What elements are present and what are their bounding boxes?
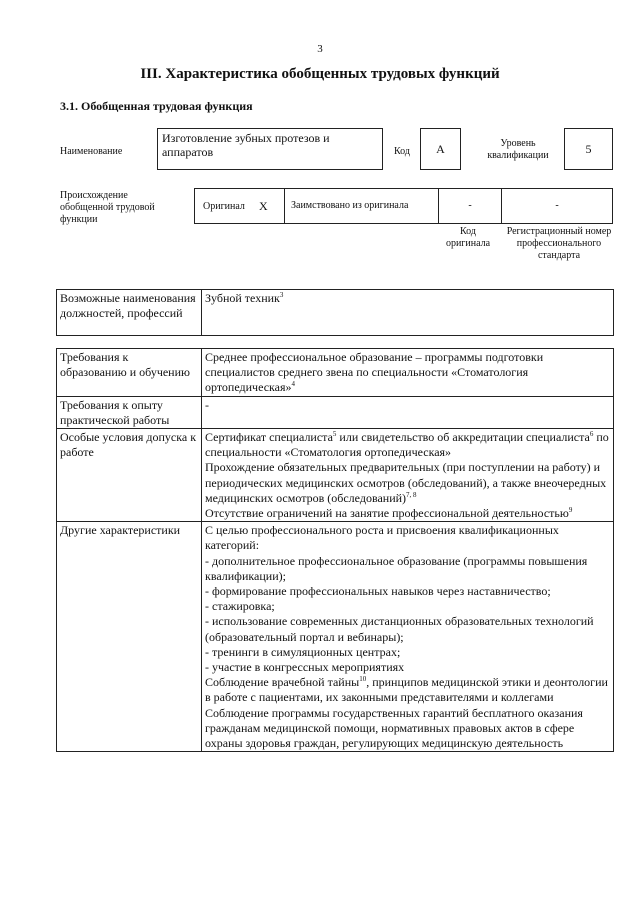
other-secrecy <box>205 675 610 705</box>
condition-text: Отсутствие ограничений на занятие профессиональной деятельностью <box>205 506 569 521</box>
education-cell <box>202 349 614 397</box>
condition-medical <box>205 460 610 506</box>
list-item: - формирование профессиональных навыков через наставничество; <box>205 584 551 599</box>
other-intro: С целью профессионального роста и присвоения квалификационных категорий: <box>205 523 559 553</box>
section-title: III. Характеристика обобщенных трудовых функций <box>140 66 500 82</box>
footnote-ref: 5 <box>332 430 337 439</box>
list-item: - дополнительное профессиональное образование (программы повышения квалификации); <box>205 553 588 583</box>
table-row <box>57 522 614 752</box>
footnote-ref: 4 <box>291 380 296 389</box>
conditions-label: Особые условия допуска к работе <box>57 429 202 522</box>
name-value: Изготовление зубных протезов и аппаратов <box>162 131 330 159</box>
list-item: - использование современных дистанционных образовательных технологий (образовательный портал и вебинары); <box>205 614 594 644</box>
education-label: Требования к образованию и обучению <box>57 349 202 397</box>
list-item: - стажировка; <box>205 599 275 614</box>
list-item: - участие в конгрессных мероприятиях <box>205 660 405 675</box>
positions-value: Зубной техник <box>205 291 280 305</box>
positions-table <box>56 289 614 336</box>
original-mark: X <box>259 199 268 213</box>
name-label: Наименование <box>60 146 123 157</box>
footnote-ref: 3 <box>279 291 284 299</box>
condition-restrictions <box>205 506 610 521</box>
requirements-table <box>56 348 614 752</box>
code-label: Код <box>394 146 410 157</box>
condition-text: или свидетельство об аккредитации специалиста <box>336 430 590 445</box>
positions-value-cell <box>202 290 614 336</box>
level-value-box <box>564 128 613 170</box>
other-guarantees: Соблюдение программы государственных гарантий бесплатного оказания гражданам медицинской помощи, нормативных правовых актов в сфере охраны здоровья граждан, регулирующих медицинскую деятельность <box>205 705 583 751</box>
original-label: Оригинал <box>203 201 245 212</box>
condition-text: по специальности «Стоматология ортопедическая» <box>205 430 609 460</box>
level-label: Уровень квалификации <box>487 138 549 161</box>
code-value-box <box>420 128 461 170</box>
list-item: - тренинги в симуляционных центрах; <box>205 644 401 659</box>
name-value-box <box>157 128 383 170</box>
origin-label: Происхождение обобщенной трудовой функции <box>60 190 155 225</box>
code-orig-value: - <box>468 200 472 211</box>
page-number: 3 <box>317 43 323 55</box>
reg-num-value: - <box>555 200 559 211</box>
code-orig-caption: Код оригинала <box>445 226 491 249</box>
divider <box>284 189 285 223</box>
borrowed-label: Заимствовано из оригинала <box>291 200 409 211</box>
experience-label: Требования к опыту практической работы <box>57 396 202 428</box>
other-text: , принципов медицинской этики и деонтологии в работе с пациентами, их законными представителями и коллегами <box>205 675 608 705</box>
level-value: 5 <box>585 142 592 156</box>
table-row <box>57 429 614 522</box>
footnote-ref: 9 <box>568 506 573 515</box>
other-cell <box>202 522 614 752</box>
conditions-cell <box>202 429 614 522</box>
condition-text: Сертификат специалиста <box>205 430 333 445</box>
education-text: Среднее профессиональное образование – программы подготовки специалистов среднего звена по специальности «Стоматология ортопедическая» <box>205 350 544 395</box>
experience-text: - <box>202 396 614 428</box>
table-row <box>57 290 614 336</box>
footnote-ref: 6 <box>589 430 594 439</box>
reg-num-caption: Регистрационный номер профессионального стандарта <box>506 226 612 261</box>
code-value: А <box>436 142 445 156</box>
condition-text: Прохождение обязательных предварительных (при поступлении на работу) и периодических медицинских осмотров (обследований), а также внеочередных медицинских осмотров (обследований) <box>205 460 607 505</box>
table-row <box>57 396 614 428</box>
footnote-ref: 10 <box>359 675 367 684</box>
table-row <box>57 349 614 397</box>
subsection-title: 3.1. Обобщенная трудовая функция <box>60 99 253 113</box>
origin-box <box>194 188 613 224</box>
other-text: Соблюдение врачебной тайны <box>205 675 360 690</box>
other-label: Другие характеристики <box>57 522 202 752</box>
condition-certificate <box>205 430 610 460</box>
positions-label: Возможные наименования должностей, профессий <box>57 290 202 336</box>
footnote-ref: 7, 8 <box>406 490 417 499</box>
